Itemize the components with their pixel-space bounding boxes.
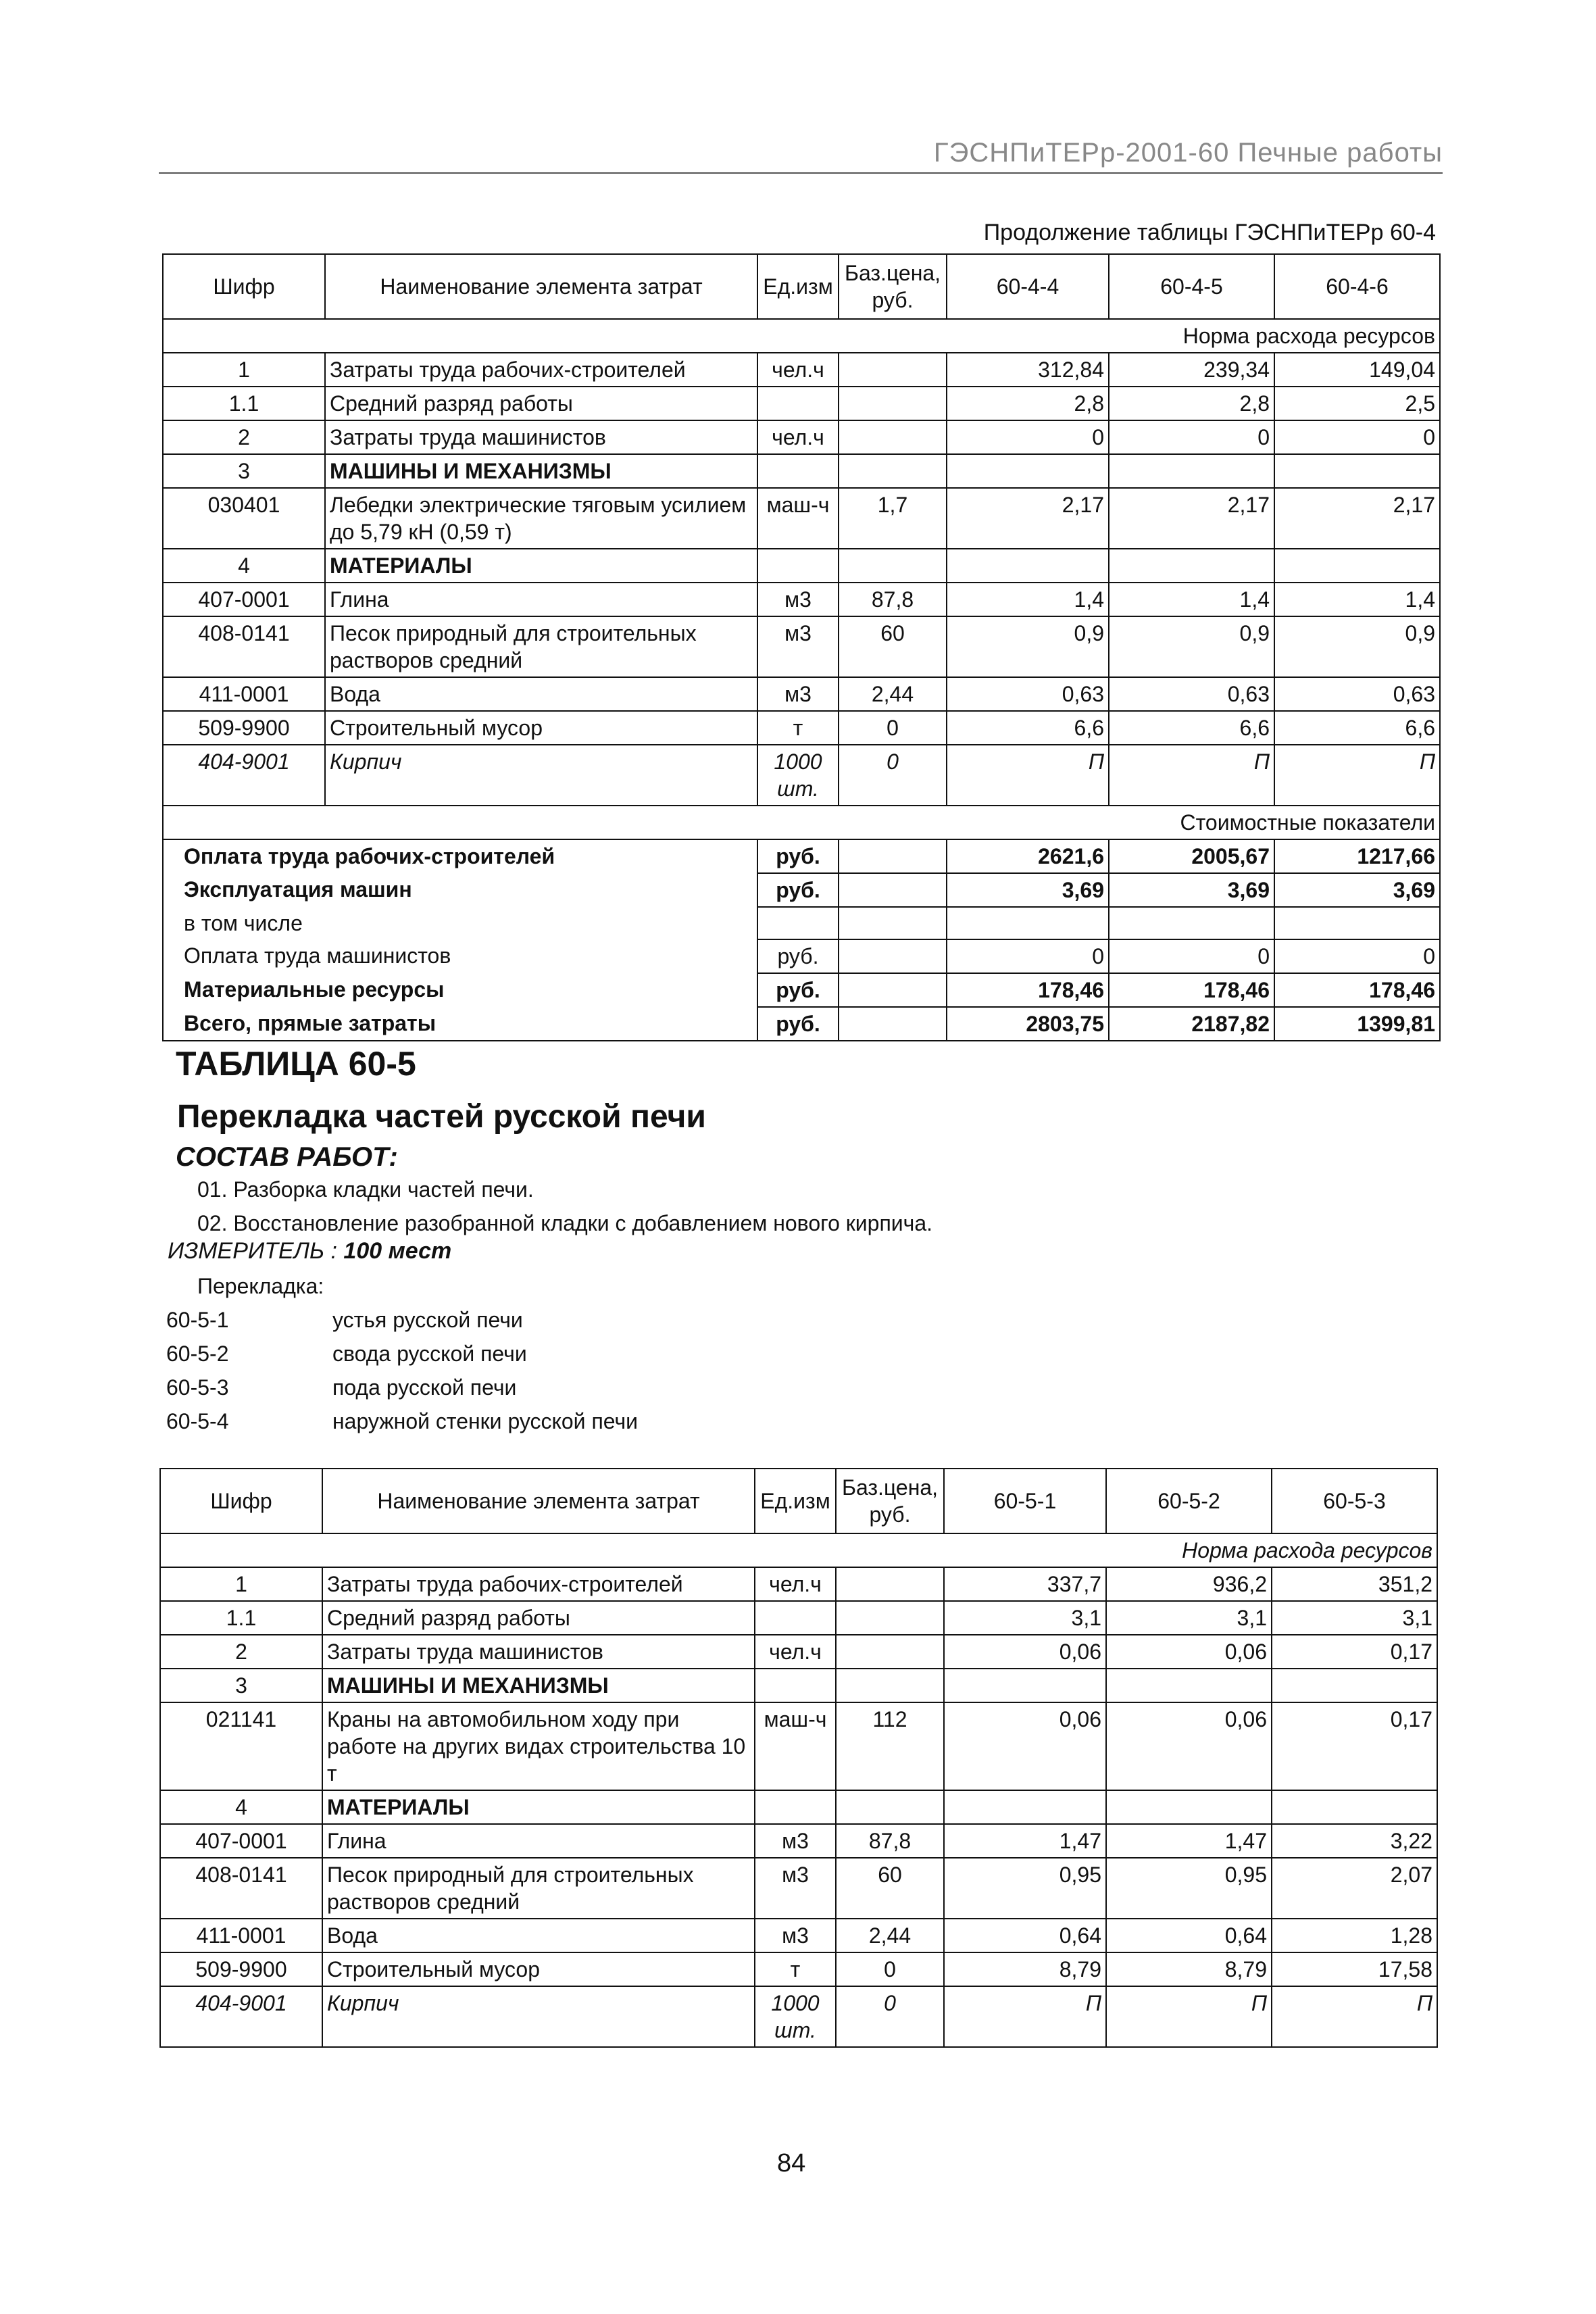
cost-value-3: 3,69 — [1274, 873, 1440, 907]
cost-row — [163, 873, 1440, 907]
table-row — [160, 1919, 1437, 1952]
item-code: 60-5-2 — [166, 1341, 229, 1366]
work-step-2: 02. Восстановление разобранной кладки с добавлением нового кирпича. — [197, 1211, 932, 1235]
row-name: Вода — [325, 677, 757, 711]
col-c2-header: 60-5-2 — [1106, 1469, 1272, 1533]
row-unit: 1000 шт. — [757, 745, 839, 806]
cost-value-1: 178,46 — [947, 973, 1109, 1007]
row-value-3: 3,1 — [1272, 1601, 1437, 1635]
row-value-1: 0 — [947, 420, 1109, 454]
cost-price — [839, 939, 947, 973]
row-value-1: 0,64 — [944, 1919, 1106, 1952]
row-code: 1.1 — [160, 1601, 322, 1635]
row-name: МАТЕРИАЛЫ — [325, 549, 757, 583]
cost-row — [163, 839, 1440, 873]
row-price — [839, 420, 947, 454]
row-price: 2,44 — [836, 1919, 944, 1952]
table-row — [163, 616, 1440, 677]
row-code: 407-0001 — [163, 583, 325, 616]
col-price-header: Баз.цена, руб. — [836, 1469, 944, 1533]
row-unit — [755, 1790, 836, 1824]
table1-norm-row — [163, 319, 1440, 353]
row-unit — [755, 1669, 836, 1702]
row-value-1 — [947, 549, 1109, 583]
cost-row — [163, 939, 1440, 973]
row-value-2 — [1106, 1669, 1272, 1702]
cost-value-3: 1217,66 — [1274, 839, 1440, 873]
row-value-2 — [1109, 454, 1274, 488]
cost-value-2: 0 — [1109, 939, 1274, 973]
row-value-1: П — [947, 745, 1109, 806]
row-value-1: 0,06 — [944, 1635, 1106, 1669]
cost-price — [839, 973, 947, 1007]
cost-price — [839, 873, 947, 907]
table1 — [162, 253, 1441, 1041]
cost-value-1 — [947, 907, 1109, 939]
row-code: 404-9001 — [163, 745, 325, 806]
row-code: 1.1 — [163, 387, 325, 420]
row-unit — [757, 387, 839, 420]
col-code-header: Шифр — [163, 254, 325, 319]
row-value-3: 0,17 — [1272, 1702, 1437, 1790]
cost-value-2: 2187,82 — [1109, 1007, 1274, 1041]
row-name: Строительный мусор — [322, 1952, 755, 1986]
row-value-2: 0,63 — [1109, 677, 1274, 711]
row-value-1: 1,47 — [944, 1824, 1106, 1858]
cost-name: в том числе — [163, 907, 757, 939]
row-value-3: 2,07 — [1272, 1858, 1437, 1919]
row-value-3 — [1272, 1669, 1437, 1702]
cost-value-2: 3,69 — [1109, 873, 1274, 907]
row-price — [836, 1635, 944, 1669]
cost-name: Эксплуатация машин — [163, 873, 757, 907]
row-value-2: 3,1 — [1106, 1601, 1272, 1635]
col-c3-header: 60-5-3 — [1272, 1469, 1437, 1533]
row-name: Песок природный для строительных растворов средний — [322, 1858, 755, 1919]
row-value-3: 0 — [1274, 420, 1440, 454]
measure-line — [168, 1238, 451, 1264]
row-value-1: 3,1 — [944, 1601, 1106, 1635]
cost-value-2: 2005,67 — [1109, 839, 1274, 873]
row-value-1: 0,63 — [947, 677, 1109, 711]
row-unit: м3 — [755, 1858, 836, 1919]
row-code: 030401 — [163, 488, 325, 549]
row-unit: 1000 шт. — [755, 1986, 836, 2047]
row-code: 411-0001 — [160, 1919, 322, 1952]
table-row — [160, 1858, 1437, 1919]
row-value-3: 0,9 — [1274, 616, 1440, 677]
row-name: МАШИНЫ И МЕХАНИЗМЫ — [322, 1669, 755, 1702]
row-value-3: 0,63 — [1274, 677, 1440, 711]
section-title: ТАБЛИЦА 60-5 — [176, 1045, 416, 1083]
cost-unit: руб. — [757, 973, 839, 1007]
row-name: МАШИНЫ И МЕХАНИЗМЫ — [325, 454, 757, 488]
row-value-1: 2,17 — [947, 488, 1109, 549]
row-unit — [757, 549, 839, 583]
row-price: 0 — [836, 1952, 944, 1986]
row-price: 60 — [839, 616, 947, 677]
cost-price — [839, 1007, 947, 1041]
row-unit: т — [755, 1952, 836, 1986]
row-value-1: 0,95 — [944, 1858, 1106, 1919]
row-value-2: 1,47 — [1106, 1824, 1272, 1858]
measure-value: 100 мест — [343, 1238, 452, 1264]
cost-value-3: 178,46 — [1274, 973, 1440, 1007]
col-unit-header: Ед.изм — [757, 254, 839, 319]
row-code: 2 — [160, 1635, 322, 1669]
cost-price — [839, 839, 947, 873]
item-text: пода русской печи — [332, 1375, 517, 1400]
cost-name: Оплата труда рабочих-строителей — [163, 839, 757, 873]
row-name: Средний разряд работы — [325, 387, 757, 420]
cost-unit — [757, 907, 839, 939]
row-code: 509-9900 — [163, 711, 325, 745]
table-row — [163, 353, 1440, 387]
table1-continuation-caption: Продолжение таблицы ГЭСНПиТЕРр 60-4 — [983, 220, 1436, 245]
row-name: Затраты труда рабочих-строителей — [322, 1567, 755, 1601]
row-price: 1,7 — [839, 488, 947, 549]
row-value-1: 6,6 — [947, 711, 1109, 745]
table-row — [160, 1702, 1437, 1790]
table2 — [159, 1468, 1438, 2048]
row-code: 3 — [163, 454, 325, 488]
table-row — [163, 711, 1440, 745]
row-unit — [757, 454, 839, 488]
row-value-2: 2,8 — [1109, 387, 1274, 420]
row-value-2: 936,2 — [1106, 1567, 1272, 1601]
row-code: 3 — [160, 1669, 322, 1702]
row-value-3: П — [1272, 1986, 1437, 2047]
row-code: 1 — [163, 353, 325, 387]
cost-price — [839, 907, 947, 939]
row-value-1: 337,7 — [944, 1567, 1106, 1601]
row-price — [836, 1790, 944, 1824]
row-value-2: П — [1106, 1986, 1272, 2047]
row-price: 87,8 — [836, 1824, 944, 1858]
row-code: 1 — [160, 1567, 322, 1601]
row-unit: м3 — [757, 583, 839, 616]
row-value-2: 0,06 — [1106, 1635, 1272, 1669]
table-row — [160, 1567, 1437, 1601]
cost-unit: руб. — [757, 939, 839, 973]
row-unit: чел.ч — [755, 1567, 836, 1601]
table-row — [163, 549, 1440, 583]
row-value-2: 0,64 — [1106, 1919, 1272, 1952]
row-name: Лебедки электрические тяговым усилием до 5,79 кН (0,59 т) — [325, 488, 757, 549]
row-unit: м3 — [755, 1919, 836, 1952]
table1-header-row — [163, 254, 1440, 319]
col-name-header: Наименование элемента затрат — [322, 1469, 755, 1533]
row-value-2 — [1106, 1790, 1272, 1824]
row-value-2 — [1109, 549, 1274, 583]
row-value-3: 17,58 — [1272, 1952, 1437, 1986]
row-value-3: П — [1274, 745, 1440, 806]
row-unit: т — [757, 711, 839, 745]
row-value-1: 2,8 — [947, 387, 1109, 420]
table-row — [160, 1601, 1437, 1635]
col-price-header: Баз.цена, руб. — [839, 254, 947, 319]
row-value-2: 8,79 — [1106, 1952, 1272, 1986]
row-value-1 — [947, 454, 1109, 488]
row-value-1: 312,84 — [947, 353, 1109, 387]
row-value-3: 2,17 — [1274, 488, 1440, 549]
row-unit: маш-ч — [755, 1702, 836, 1790]
col-c1-header: 60-4-4 — [947, 254, 1109, 319]
row-value-2: 0 — [1109, 420, 1274, 454]
table-row — [163, 454, 1440, 488]
row-code: 404-9001 — [160, 1986, 322, 2047]
row-name: Затраты труда машинистов — [322, 1635, 755, 1669]
row-price — [839, 387, 947, 420]
cost-value-1: 3,69 — [947, 873, 1109, 907]
row-price: 0 — [839, 745, 947, 806]
row-name: Вода — [322, 1919, 755, 1952]
cost-value-3 — [1274, 907, 1440, 939]
row-unit: чел.ч — [755, 1635, 836, 1669]
norm-label: Норма расхода ресурсов — [944, 1533, 1437, 1567]
row-value-1 — [944, 1790, 1106, 1824]
row-value-1: 1,4 — [947, 583, 1109, 616]
row-price: 87,8 — [839, 583, 947, 616]
row-name: Кирпич — [322, 1986, 755, 2047]
cost-label: Стоимостные показатели — [947, 806, 1440, 839]
row-price: 0 — [839, 711, 947, 745]
item-code: 60-5-4 — [166, 1409, 229, 1433]
table-row — [163, 387, 1440, 420]
table-row — [160, 1952, 1437, 1986]
row-value-2: 0,95 — [1106, 1858, 1272, 1919]
row-price: 2,44 — [839, 677, 947, 711]
table-row — [163, 677, 1440, 711]
table1-cost-label-row — [163, 806, 1440, 839]
table-row — [160, 1669, 1437, 1702]
row-name: Глина — [325, 583, 757, 616]
row-price: 60 — [836, 1858, 944, 1919]
col-unit-header: Ед.изм — [755, 1469, 836, 1533]
col-c2-header: 60-4-5 — [1109, 254, 1274, 319]
row-name: Песок природный для строительных растворов средний — [325, 616, 757, 677]
cost-row — [163, 973, 1440, 1007]
row-value-2: П — [1109, 745, 1274, 806]
row-unit: чел.ч — [757, 420, 839, 454]
row-code: 408-0141 — [160, 1858, 322, 1919]
cost-unit: руб. — [757, 873, 839, 907]
table-row — [163, 420, 1440, 454]
table-row — [160, 1790, 1437, 1824]
row-price — [836, 1669, 944, 1702]
table-row — [163, 583, 1440, 616]
row-value-1: 8,79 — [944, 1952, 1106, 1986]
row-name: Глина — [322, 1824, 755, 1858]
cost-row — [163, 907, 1440, 939]
work-step-1: 01. Разборка кладки частей печи. — [197, 1177, 534, 1202]
table2-header-row — [160, 1469, 1437, 1533]
row-price — [839, 549, 947, 583]
row-price — [839, 454, 947, 488]
row-code: 4 — [163, 549, 325, 583]
row-unit: маш-ч — [757, 488, 839, 549]
col-name-header: Наименование элемента затрат — [325, 254, 757, 319]
row-name: Строительный мусор — [325, 711, 757, 745]
item-code: 60-5-3 — [166, 1375, 229, 1400]
item-text: устья русской печи — [332, 1308, 523, 1332]
row-value-2: 6,6 — [1109, 711, 1274, 745]
row-code: 021141 — [160, 1702, 322, 1790]
cost-unit: руб. — [757, 1007, 839, 1041]
items-label: Перекладка: — [197, 1274, 324, 1298]
cost-value-1: 0 — [947, 939, 1109, 973]
row-price: 112 — [836, 1702, 944, 1790]
table-row — [160, 1635, 1437, 1669]
row-value-2: 0,9 — [1109, 616, 1274, 677]
table-row — [163, 745, 1440, 806]
section-subtitle: Перекладка частей русской печи — [177, 1099, 706, 1135]
cost-value-2 — [1109, 907, 1274, 939]
row-unit — [755, 1601, 836, 1635]
row-name: МАТЕРИАЛЫ — [322, 1790, 755, 1824]
table-row — [160, 1986, 1437, 2047]
row-value-3: 3,22 — [1272, 1824, 1437, 1858]
cost-name: Материальные ресурсы — [163, 973, 757, 1007]
row-value-1: П — [944, 1986, 1106, 2047]
row-value-1: 0,06 — [944, 1702, 1106, 1790]
row-value-3: 2,5 — [1274, 387, 1440, 420]
cost-unit: руб. — [757, 839, 839, 873]
cost-value-3: 1399,81 — [1274, 1007, 1440, 1041]
row-code: 2 — [163, 420, 325, 454]
row-value-1: 0,9 — [947, 616, 1109, 677]
item-code: 60-5-1 — [166, 1308, 229, 1332]
row-unit: м3 — [755, 1824, 836, 1858]
page-number: 84 — [777, 2149, 806, 2177]
table2-norm-row — [160, 1533, 1437, 1567]
row-price — [836, 1567, 944, 1601]
row-code: 407-0001 — [160, 1824, 322, 1858]
row-name: Затраты труда машинистов — [325, 420, 757, 454]
row-value-1 — [944, 1669, 1106, 1702]
col-c3-header: 60-4-6 — [1274, 254, 1440, 319]
row-value-2: 1,4 — [1109, 583, 1274, 616]
row-value-3: 149,04 — [1274, 353, 1440, 387]
col-code-header: Шифр — [160, 1469, 322, 1533]
row-value-3: 1,4 — [1274, 583, 1440, 616]
cost-value-1: 2803,75 — [947, 1007, 1109, 1041]
cost-name: Всего, прямые затраты — [163, 1007, 757, 1041]
row-price: 0 — [836, 1986, 944, 2047]
row-value-2: 0,06 — [1106, 1702, 1272, 1790]
page-header — [159, 118, 1443, 174]
row-value-3 — [1274, 454, 1440, 488]
row-value-3: 351,2 — [1272, 1567, 1437, 1601]
composition-label: СОСТАВ РАБОТ: — [176, 1142, 398, 1172]
row-name: Затраты труда рабочих-строителей — [325, 353, 757, 387]
row-price — [839, 353, 947, 387]
row-value-3: 6,6 — [1274, 711, 1440, 745]
measure-label: ИЗМЕРИТЕЛЬ : — [168, 1238, 337, 1264]
row-unit: чел.ч — [757, 353, 839, 387]
cost-value-2: 178,46 — [1109, 973, 1274, 1007]
col-c1-header: 60-5-1 — [944, 1469, 1106, 1533]
row-value-3: 1,28 — [1272, 1919, 1437, 1952]
cost-value-3: 0 — [1274, 939, 1440, 973]
row-code: 4 — [160, 1790, 322, 1824]
cost-value-1: 2621,6 — [947, 839, 1109, 873]
row-price — [836, 1601, 944, 1635]
row-code: 408-0141 — [163, 616, 325, 677]
table-row — [160, 1824, 1437, 1858]
cost-row — [163, 1007, 1440, 1041]
table-row — [163, 488, 1440, 549]
row-value-3 — [1274, 549, 1440, 583]
row-code: 509-9900 — [160, 1952, 322, 1986]
row-value-2: 2,17 — [1109, 488, 1274, 549]
norm-label: Норма расхода ресурсов — [947, 319, 1440, 353]
row-name: Средний разряд работы — [322, 1601, 755, 1635]
row-code: 411-0001 — [163, 677, 325, 711]
header-title: ГЭСНПиТЕРр-2001-60 Печные работы — [933, 138, 1443, 168]
cost-name: Оплата труда машинистов — [163, 939, 757, 973]
row-unit: м3 — [757, 677, 839, 711]
row-value-3 — [1272, 1790, 1437, 1824]
item-text: наружной стенки русской печи — [332, 1409, 639, 1433]
row-name: Краны на автомобильном ходу при работе на других видах строительства 10 т — [322, 1702, 755, 1790]
row-name: Кирпич — [325, 745, 757, 806]
row-unit: м3 — [757, 616, 839, 677]
item-text: свода русской печи — [332, 1341, 527, 1366]
row-value-3: 0,17 — [1272, 1635, 1437, 1669]
row-value-2: 239,34 — [1109, 353, 1274, 387]
